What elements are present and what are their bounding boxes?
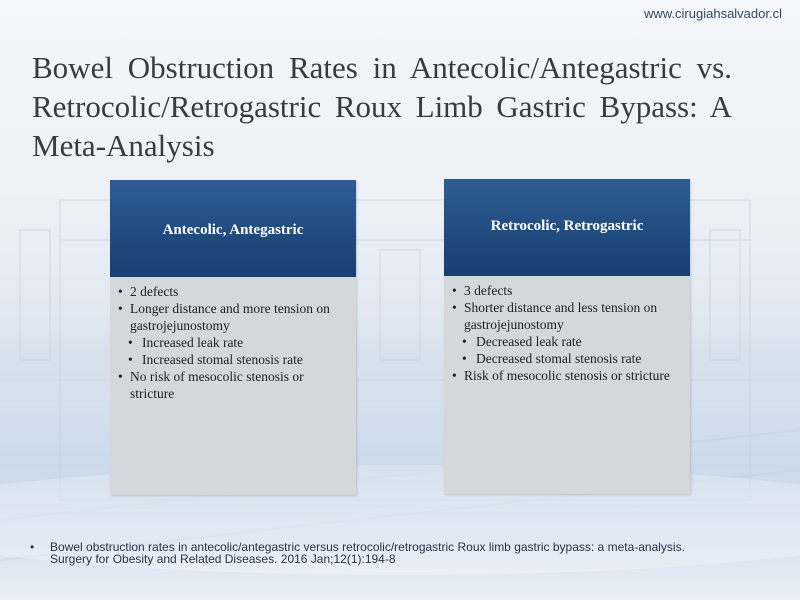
list-item: • 2 defects: [116, 283, 348, 300]
list-subitem: • Decreased stomal stenosis rate: [450, 350, 682, 367]
list-item: • No risk of mesocolic stenosis or stricture: [116, 368, 348, 402]
footnote-bullet: •: [30, 540, 35, 554]
list-subitem: • Increased stomal stenosis rate: [116, 351, 348, 368]
list-item: • Longer distance and more tension on gastrojejunostomy: [116, 300, 348, 334]
retrocolic-card-title: Retrocolic, Retrogastric: [490, 218, 644, 234]
list-item: • Shorter distance and less tension on gastrojejunostomy: [450, 299, 682, 333]
website-url: www.cirugiahsalvador.cl: [643, 6, 782, 21]
footnote-text: Bowel obstruction rates in antecolic/antegastric versus retrocolic/retrogastric Roux limb gastric bypass: a meta-analysis. Surgery for Obesity and Related Diseases. 2016 Jan;12(1):194-8: [50, 540, 685, 566]
antecolic-card-title: Antecolic, Antegastric: [162, 222, 304, 238]
antecolic-list: [110, 277, 356, 402]
list-subitem: • Increased leak rate: [116, 334, 348, 351]
retrocolic-card-header: [444, 179, 690, 276]
list-item: • 3 defects: [450, 282, 682, 299]
slide-title: Bowel Obstruction Rates in Antecolic/Antegastric vs. Retrocolic/Retrogastric Roux Limb Gastric Bypass: A Meta-Analysis: [32, 50, 732, 163]
antecolic-card: [110, 180, 356, 495]
retrocolic-list: [444, 276, 690, 384]
list-item: • Risk of mesocolic stenosis or stricture: [450, 367, 682, 384]
antecolic-card-header: [110, 180, 356, 277]
list-subitem: • Decreased leak rate: [450, 333, 682, 350]
reference-footnote: [30, 541, 730, 565]
retrocolic-card: [444, 179, 690, 494]
